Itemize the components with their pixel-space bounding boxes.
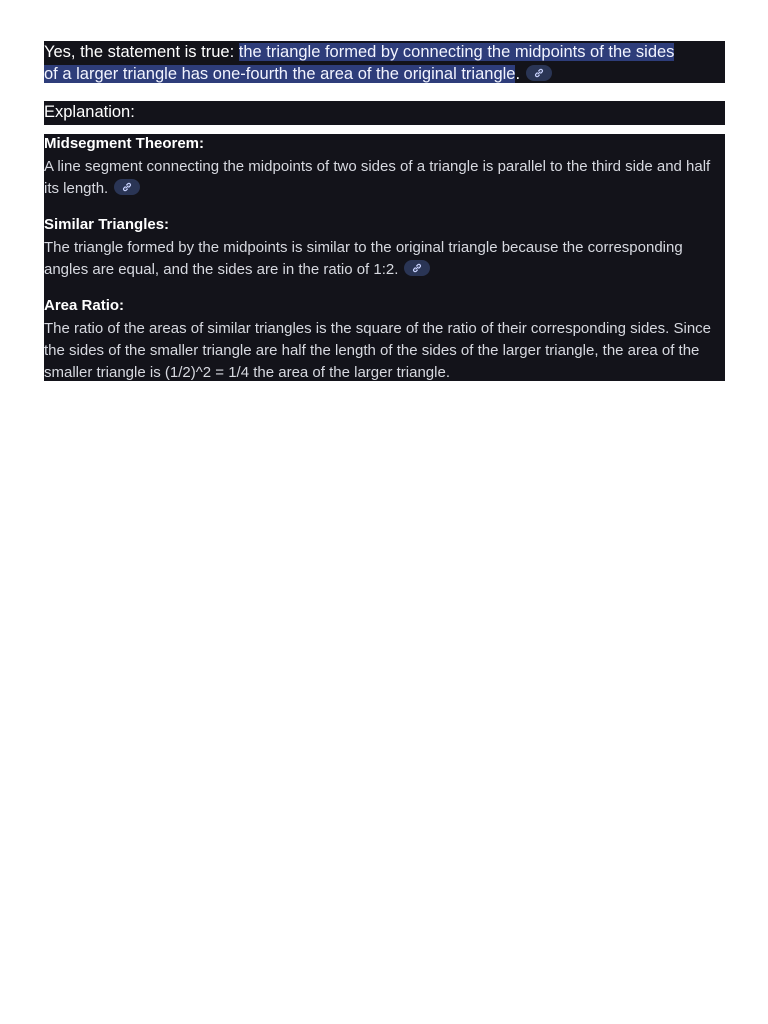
answer-block bbox=[44, 41, 725, 83]
section-heading: Midsegment Theorem: bbox=[44, 135, 205, 152]
section-body-text: A line segment connecting the midpoints of two sides of a triangle is parallel to the third side and half its length. bbox=[44, 158, 711, 197]
section-body bbox=[44, 156, 725, 200]
section-midsegment bbox=[44, 134, 725, 200]
explanation-label: Explanation: bbox=[44, 103, 135, 121]
explanation-details bbox=[44, 134, 725, 381]
citation-link-icon[interactable] bbox=[404, 260, 430, 276]
section-body-text: The triangle formed by the midpoints is similar to the original triangle because the corresponding angles are equal, and the sides are in the ratio of 1:2. bbox=[44, 239, 683, 278]
section-heading: Similar Triangles: bbox=[44, 216, 170, 233]
citation-link-icon[interactable] bbox=[526, 65, 552, 81]
answer-highlight-2: of a larger triangle has one-fourth the area of the original triangle bbox=[44, 65, 516, 83]
explanation-heading bbox=[44, 101, 725, 125]
section-body bbox=[44, 237, 725, 281]
section-similar-triangles bbox=[44, 215, 725, 281]
answer-highlight-1: the triangle formed by connecting the midpoints of the sides bbox=[238, 43, 675, 61]
section-heading: Area Ratio: bbox=[44, 297, 125, 314]
section-body: The ratio of the areas of similar triangles is the square of the ratio of their corresponding sides. Since the sides of the smaller triangle are half the length of the sides of the larger triangle, the area of the smaller triangle is (1/2)^2 = 1/4 the area of the larger triangle. bbox=[44, 320, 712, 381]
citation-link-icon[interactable] bbox=[114, 179, 140, 195]
section-area-ratio bbox=[44, 296, 725, 384]
answer-suffix: . bbox=[515, 65, 521, 83]
answer-prefix: Yes, the statement is true: bbox=[44, 43, 239, 61]
